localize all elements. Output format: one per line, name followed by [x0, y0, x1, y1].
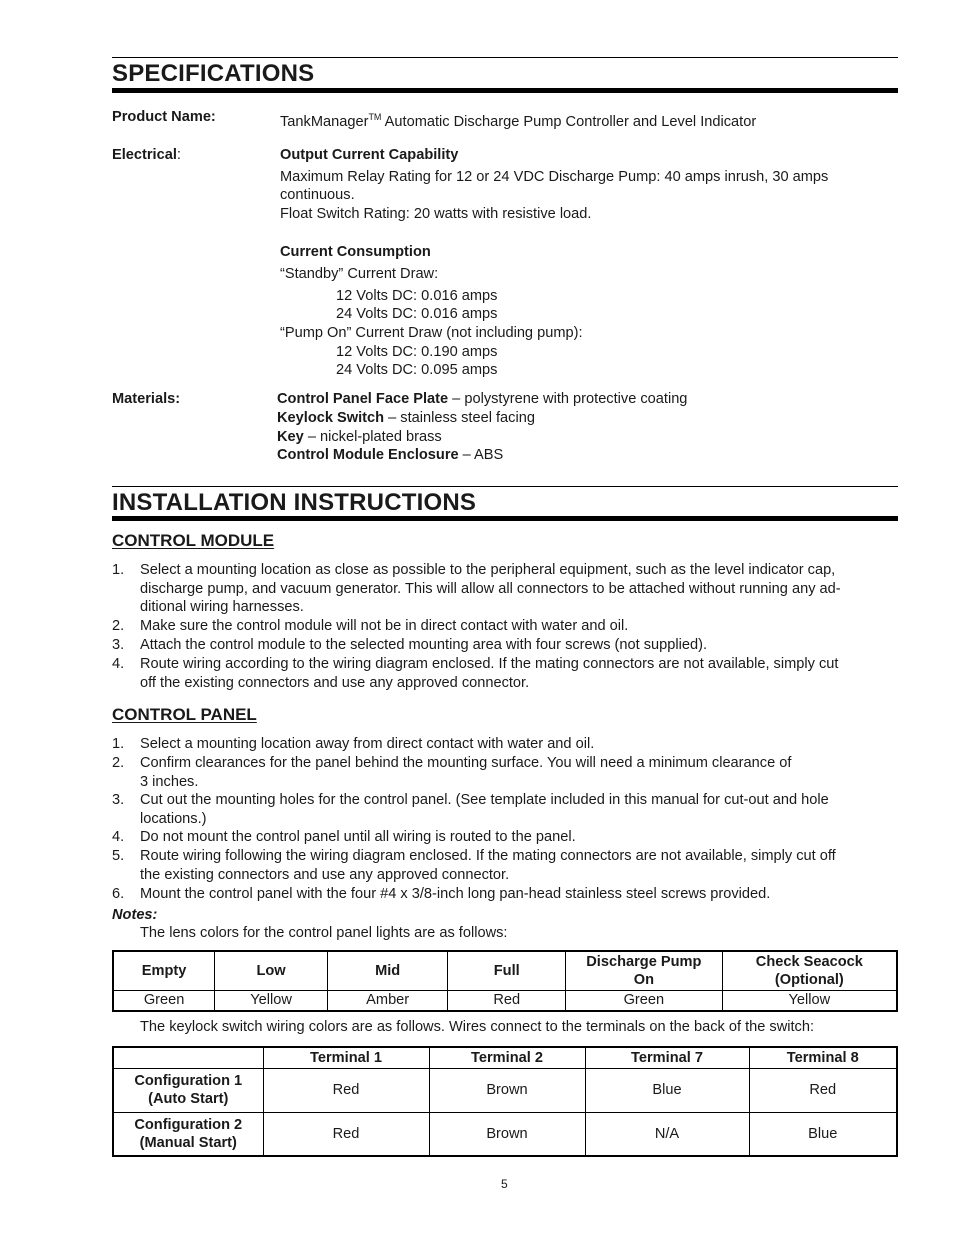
keylock-table-cell: Brown — [429, 1112, 585, 1156]
list-line: Do not mount the control panel until all wiring is routed to the panel. — [140, 829, 576, 845]
lens-table-header: Check Seacock (Optional) — [722, 951, 897, 990]
list-line: off the existing connectors and use any approved connector. — [140, 674, 530, 691]
lens-table-header: Mid — [327, 951, 448, 990]
keylock-table-header — [113, 1047, 263, 1068]
pump-on-value: 24 Volts DC: 0.095 amps — [336, 362, 498, 378]
list-line: Attach the control module to the selected mounting area with four screws (not supplied). — [140, 637, 708, 653]
list-line: discharge pump, and vacuum generator. This will allow all connectors to be attached without running any ad- — [140, 580, 841, 597]
output-line: Maximum Relay Rating for 12 or 24 VDC Discharge Pump: 40 amps inrush, 30 amps — [280, 169, 829, 185]
notes-label: Notes: — [112, 907, 158, 923]
material-item — [277, 390, 687, 409]
installation-top-rule — [112, 486, 898, 487]
pump-on-value: 12 Volts DC: 0.190 amps — [336, 344, 498, 360]
keylock-table-header: Terminal 7 — [585, 1047, 749, 1068]
keylock-table-header-row — [113, 1047, 897, 1068]
specifications-rule — [112, 88, 898, 93]
material-name: Control Panel Face Plate — [277, 391, 449, 407]
material-name: Key — [277, 429, 304, 445]
material-name: Control Module Enclosure — [277, 447, 459, 463]
list-line: Route wiring according to the wiring diagram enclosed. If the mating connectors are not available, simply cut — [140, 656, 839, 672]
material-item — [277, 428, 442, 447]
keylock-wiring-table — [112, 1046, 898, 1157]
output-line: continuous. — [280, 187, 355, 203]
lens-table-cell: Yellow — [215, 990, 328, 1011]
lens-table-header: Full — [448, 951, 566, 990]
list-line: Make sure the control module will not be in direct contact with water and oil. — [140, 618, 629, 634]
keylock-intro: The keylock switch wiring colors are as follows. Wires connect to the terminals on the back of the switch: — [140, 1019, 815, 1035]
list-item — [140, 885, 900, 904]
lens-table-cell: Green — [113, 990, 215, 1011]
keylock-row-label: Configuration 2 (Manual Start) — [113, 1112, 263, 1156]
list-line: 3 inches. — [140, 773, 199, 790]
list-line: locations.) — [140, 810, 207, 827]
keylock-table-header: Terminal 8 — [749, 1047, 897, 1068]
list-line: the existing connectors and use any approved connector. — [140, 866, 510, 883]
electrical-label-colon: : — [176, 147, 181, 163]
keylock-table-cell: Blue — [585, 1068, 749, 1112]
trademark-mark: TM — [368, 112, 382, 122]
list-item — [140, 791, 900, 828]
list-line: Cut out the mounting holes for the control panel. (See template included in this manual for cut-out and hole — [140, 792, 829, 808]
product-name-value — [280, 108, 756, 132]
list-number: 5. — [112, 848, 125, 864]
keylock-table-cell: Blue — [749, 1112, 897, 1156]
keylock-table-cell: Brown — [429, 1068, 585, 1112]
product-name-post: Automatic Discharge Pump Controller and Level Indicator — [381, 114, 757, 130]
keylock-table-cell: Red — [263, 1068, 429, 1112]
keylock-table-header: Terminal 1 — [263, 1047, 429, 1068]
list-number: 1. — [112, 562, 125, 578]
list-item — [140, 561, 900, 617]
keylock-table-cell: Red — [263, 1112, 429, 1156]
list-line: Select a mounting location away from direct contact with water and oil. — [140, 736, 595, 752]
installation-heading: INSTALLATION INSTRUCTIONS — [112, 489, 477, 516]
standby-value: 24 Volts DC: 0.016 amps — [336, 306, 498, 322]
list-line: Route wiring following the wiring diagram enclosed. If the mating connectors are not available, simply cut off — [140, 848, 836, 864]
list-item — [140, 655, 900, 692]
lens-colors-table — [112, 950, 898, 1012]
lens-table-header-row — [113, 951, 897, 990]
list-number: 3. — [112, 637, 125, 653]
list-number: 2. — [112, 755, 125, 771]
list-item — [140, 828, 900, 847]
material-desc: – ABS — [458, 447, 504, 463]
lens-table-cell: Green — [566, 990, 723, 1011]
output-line: Float Switch Rating: 20 watts with resistive load. — [280, 206, 592, 222]
list-number: 1. — [112, 736, 125, 752]
output-current-heading: Output Current Capability — [280, 147, 459, 163]
page-number: 5 — [501, 1177, 508, 1191]
standby-value: 12 Volts DC: 0.016 amps — [336, 288, 498, 304]
material-desc: – stainless steel facing — [384, 410, 535, 426]
keylock-table-row — [113, 1112, 897, 1156]
product-name-label: Product Name: — [112, 109, 216, 125]
pump-on-label: “Pump On” Current Draw (not including pump): — [280, 325, 583, 341]
keylock-table-row — [113, 1068, 897, 1112]
list-line: Mount the control panel with the four #4 x 3/8-inch long pan-head stainless steel screws provided. — [140, 886, 771, 902]
electrical-label-text: Electrical — [112, 147, 177, 163]
lens-table-cell: Red — [448, 990, 566, 1011]
control-panel-heading: CONTROL PANEL — [112, 705, 257, 724]
list-item — [140, 617, 900, 636]
specifications-heading: SPECIFICATIONS — [112, 60, 315, 87]
current-consumption-heading: Current Consumption — [280, 244, 431, 260]
list-number: 4. — [112, 829, 125, 845]
keylock-table-cell: Red — [749, 1068, 897, 1112]
material-item — [277, 446, 503, 465]
list-item — [140, 735, 900, 754]
keylock-table-header: Terminal 2 — [429, 1047, 585, 1068]
lens-table-row — [113, 990, 897, 1011]
list-item — [140, 847, 900, 884]
list-number: 3. — [112, 792, 125, 808]
material-desc: – nickel-plated brass — [303, 429, 442, 445]
lens-colors-intro: The lens colors for the control panel lights are as follows: — [140, 925, 508, 941]
list-item — [140, 754, 900, 791]
keylock-table-cell: N/A — [585, 1112, 749, 1156]
materials-label: Materials: — [112, 391, 181, 407]
product-name-pre: TankManager — [280, 114, 369, 130]
lens-table-header: Empty — [113, 951, 215, 990]
list-item — [140, 636, 900, 655]
list-number: 6. — [112, 886, 125, 902]
list-line: Select a mounting location as close as possible to the peripheral equipment, such as the level indicator cap, — [140, 562, 836, 578]
keylock-row-label: Configuration 1 (Auto Start) — [113, 1068, 263, 1112]
lens-table-cell: Amber — [327, 990, 448, 1011]
lens-table-header: Discharge Pump On — [566, 951, 723, 990]
lens-table-header: Low — [215, 951, 328, 990]
material-item — [277, 409, 535, 428]
electrical-label — [112, 146, 181, 165]
list-number: 4. — [112, 656, 125, 672]
list-number: 2. — [112, 618, 125, 634]
control-module-heading: CONTROL MODULE — [112, 531, 275, 550]
material-name: Keylock Switch — [277, 410, 385, 426]
material-desc: – polystyrene with protective coating — [448, 391, 688, 407]
installation-rule — [112, 516, 898, 521]
lens-table-cell: Yellow — [722, 990, 897, 1011]
list-line: Confirm clearances for the panel behind the mounting surface. You will need a minimum clearance of — [140, 755, 792, 771]
standby-label: “Standby” Current Draw: — [280, 266, 439, 282]
top-rule — [112, 57, 898, 58]
list-line: ditional wiring harnesses. — [140, 599, 304, 616]
